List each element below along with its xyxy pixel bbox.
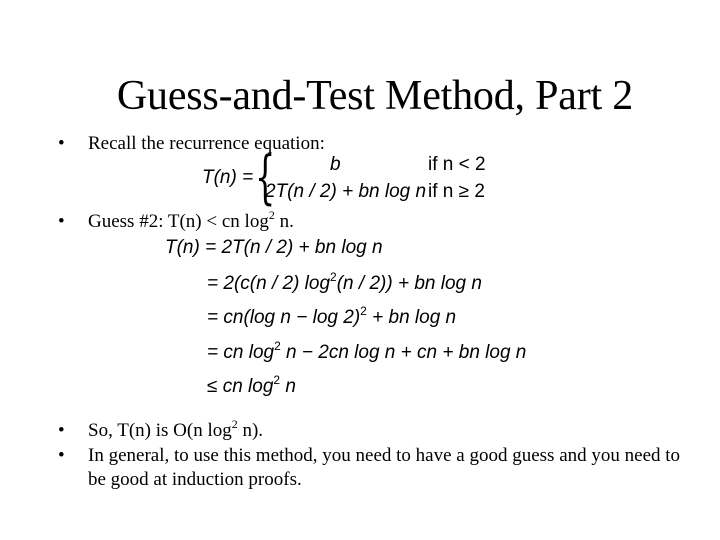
line-part: ≤ cn log bbox=[207, 376, 274, 397]
line-part: + bn log n bbox=[366, 307, 457, 328]
bullet-text-post: n. bbox=[274, 211, 294, 232]
superscript: 2 bbox=[330, 270, 337, 284]
bullet-text-pre: So, T(n) is O(n log bbox=[88, 420, 232, 441]
derivation-line-2 bbox=[207, 272, 482, 297]
derivation-line-1: T(n) = 2T(n / 2) + bn log n bbox=[165, 237, 383, 258]
bullet-text bbox=[88, 416, 264, 443]
bullet-marker: • bbox=[58, 211, 65, 232]
line-part: = cn(log n − log 2) bbox=[207, 307, 361, 328]
bullet-marker: • bbox=[58, 445, 65, 466]
bullet-text-pre: Guess #2: T(n) < cn log bbox=[88, 211, 269, 232]
case2-condition: if n ≥ 2 bbox=[428, 181, 485, 202]
slide-title: Guess-and-Test Method, Part 2 bbox=[116, 73, 634, 119]
recurrence-lhs: T(n) = bbox=[202, 167, 254, 188]
bullet-text: Recall the recurrence equation: bbox=[88, 133, 325, 154]
superscript: 2 bbox=[273, 373, 281, 387]
line-part: = cn log bbox=[207, 342, 275, 363]
case1-value: b bbox=[330, 154, 341, 175]
case2-value: 2T(n / 2) + bn log n bbox=[265, 181, 427, 202]
derivation-line-4 bbox=[207, 341, 526, 366]
bullet-text bbox=[88, 207, 294, 234]
derivation-line-3 bbox=[207, 306, 456, 331]
line-part: (n / 2)) + bn log n bbox=[336, 273, 482, 294]
derivation-line-5 bbox=[207, 375, 296, 400]
bullet-marker: • bbox=[58, 133, 65, 154]
superscript: 2 bbox=[274, 339, 281, 353]
left-brace: { bbox=[255, 143, 276, 211]
bullet-text: In general, to use this method, you need to have a good guess and you need to be good at induction proofs. bbox=[88, 445, 681, 490]
superscript: 2 bbox=[268, 207, 275, 222]
superscript: 2 bbox=[231, 416, 238, 431]
line-part: = 2(c(n / 2) log bbox=[207, 273, 331, 294]
superscript: 2 bbox=[360, 304, 367, 318]
bullet-text-post: n). bbox=[237, 420, 264, 441]
line-part: n − 2cn log n + cn + bn log n bbox=[280, 342, 527, 363]
bullet-marker: • bbox=[58, 420, 65, 441]
case1-condition: if n < 2 bbox=[428, 154, 486, 175]
line-part: n bbox=[280, 376, 296, 397]
